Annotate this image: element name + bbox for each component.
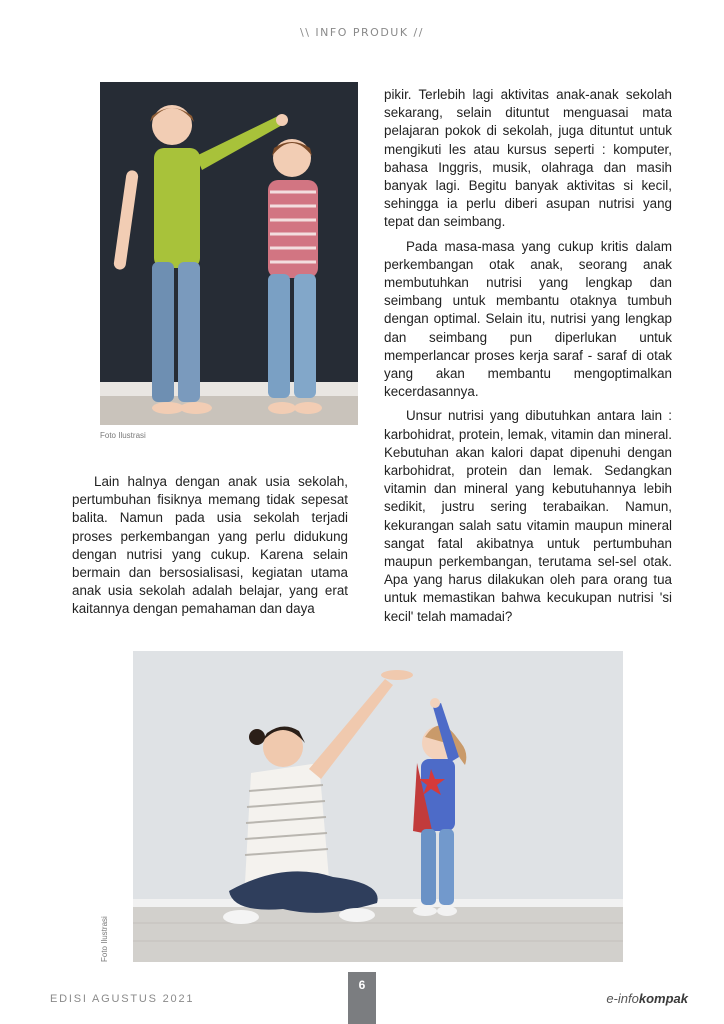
brand-prefix: e-info [606, 991, 639, 1006]
brand-bold: kompak [638, 991, 688, 1006]
photo2-caption: Foto Ilustrasi [100, 916, 109, 962]
right-paragraph-2: Pada masa-masa yang cukup kritis dalam perkembangan otak anak, seorang anak membutuhkan nutrisi yang lengkap dan seimbang untuk membantu otaknya tumbuh dengan optimal. Selain itu, nutrisi yang lengkap dan seimbang pun diperlukan untuk memperlancar proses kerja saraf - saraf di otak yang akan membantu mengoptimalkan kecerdasannya. [384, 238, 672, 400]
right-paragraph-1: pikir. Terlebih lagi aktivitas anak-anak sekolah sekarang, selain dituntut menguasai mata pelajaran pokok di sekolah, juga dituntut untuk mengikuti les atau kursus seperti : komputer, bahasa Inggris, musik, olahraga dan masih banyak lagi. Begitu banyak aktivitas si kecil, sehingga ia perlu diberi asupan nutrisi yang tepat dan seimbang. [384, 87, 672, 230]
brand-logo [606, 991, 688, 1006]
right-text-column [384, 86, 672, 632]
photo-girls-measuring [100, 82, 358, 425]
page-number: 6 [348, 972, 376, 1024]
photo1-caption: Foto Ilustrasi [100, 431, 146, 440]
photo-mother-child-measuring [133, 651, 623, 962]
left-text-column [72, 473, 348, 625]
edition-label: EDISI AGUSTUS 2021 [50, 993, 195, 1005]
right-paragraph-3: Unsur nutrisi yang dibutuhkan antara lain : karbohidrat, protein, lemak, vitamin dan mineral. Kebutuhan akan kalori dapat dipenuhi dengan karbohidrat, protein dan lemak. Sedangkan vitamin dan mineral yang kebutuhannya lebih sedikit, justru sering terabaikan. Namun, kekurangan salah satu vitamin maupun mineral sangat fatal akibatnya untuk pertumbuhan maupun perkembangan, terutama sel-sel otak. Apa yang harus dilakukan oleh para orang tua untuk memastikan bahwa kecukupan nutrisi 'si kecil' telah mamadai? [384, 408, 672, 624]
page-header: \\ INFO PRODUK // [300, 26, 424, 39]
left-paragraph-1: Lain halnya dengan anak usia sekolah, pertumbuhan fisiknya memang tidak sepesat balita. Namun pada usia sekolah terjadi proses perkembangan yang perlu didukung dengan nutrisi yang cukup. Karena selain bermain dan bersosialisasi, kegiatan utama anak usia sekolah adalah belajar, yang erat kaitannya dengan pemahaman dan daya [72, 474, 348, 617]
